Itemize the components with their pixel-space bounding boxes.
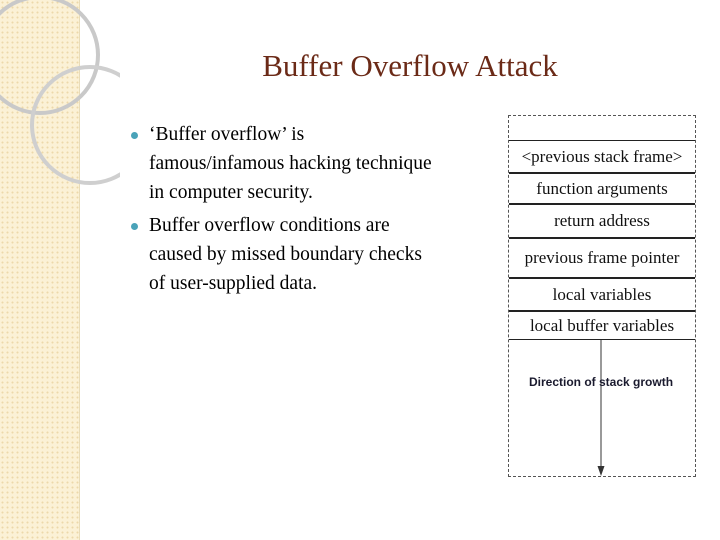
bullet-dot-icon [131,132,138,139]
bullet-list [128,120,498,302]
bullet-text: Buffer overflow conditions are caused by missed boundary checks of user-supplied data. [149,215,422,294]
stack-row-local-variables: local variables [509,278,695,311]
stack-row-function-arguments: function arguments [509,173,695,204]
stack-row-previous-frame: <previous stack frame> [509,140,695,173]
stack-row-local-buffer: local buffer variables [509,311,695,340]
stack-frame-diagram [508,115,696,477]
bullet-item [128,120,498,207]
decorative-rings [0,0,120,200]
bullet-dot-icon [131,223,138,230]
slide-title: Buffer Overflow Attack [262,48,558,83]
bullet-item [128,211,498,298]
stack-row-frame-pointer: previous frame pointer [509,238,695,278]
stack-row-return-address: return address [509,204,695,238]
bullet-text: ‘Buffer overflow’ is famous/infamous hacking technique in computer security. [149,124,432,203]
ring-lower [32,67,120,183]
ring-upper [0,0,98,113]
stack-growth-arrow [509,116,697,478]
stack-growth-label: Direction of stack growth [529,375,674,389]
